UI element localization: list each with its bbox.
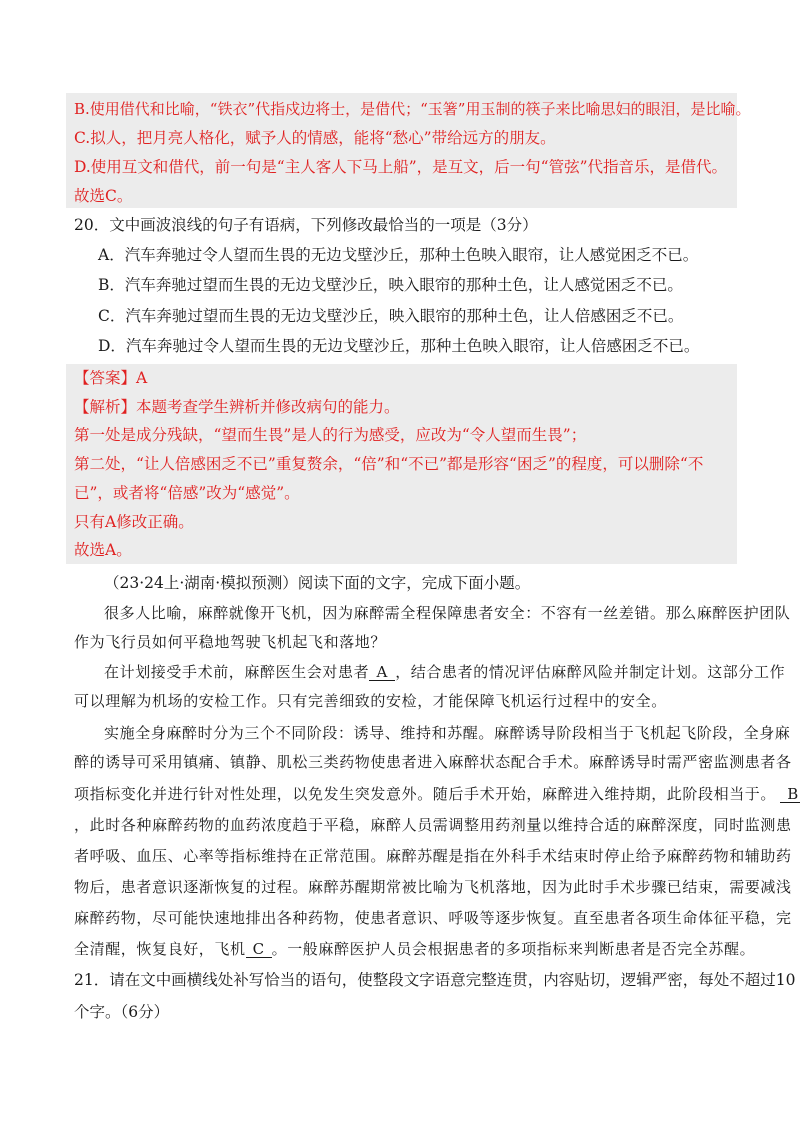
- blank-b: B: [780, 786, 800, 803]
- passage-p1-line2: 作为飞行员如何平稳地驾驶飞机起飞和落地？: [74, 633, 387, 651]
- analysis-option-c: C.拟人，把月亮人格化，赋予人的情感，能将“愁心”带给远方的朋友。: [74, 129, 556, 147]
- passage-source: （23·24上·湖南·模拟预测）阅读下面的文字，完成下面小题。: [104, 574, 531, 592]
- passage-p1-line1: 很多人比喻，麻醉就像开飞机，因为麻醉需全程保障患者安全：不容有一丝差错。那么麻醉医护团队: [104, 604, 791, 622]
- analysis-conclusion: 故选C。: [74, 187, 133, 205]
- blank-c: C: [246, 941, 272, 958]
- passage-p3-line4: ，此时各种麻醉药物的血药浓度趋于平稳，麻醉人员需调整用药剂量以维持合适的麻醉深度，同时监测患: [74, 816, 792, 834]
- passage-p3-line5: 者呼吸、血压、心率等指标维持在正常范围。麻醉苏醒是指在外科手术结束时停止给予麻醉药物和辅助药: [74, 847, 792, 865]
- analysis-option-b: B.使用借代和比喻，“铁衣”代指戍边将士，是借代；“玉箸”用玉制的筷子来比喻思妇的眼泪，是比喻。: [74, 100, 751, 118]
- passage-p3-line6: 物后，患者意识逐渐恢复的过程。麻醉苏醒期常被比喻为飞机落地，因为此时手术步骤已结束，需要减浅: [74, 878, 792, 896]
- passage-p3-line1: 实施全身麻醉时分为三个不同阶段：诱导、维持和苏醒。麻醉诱导阶段相当于飞机起飞阶段，全身麻: [104, 724, 791, 742]
- passage-p3-line8-pre: 全清醒，恢复良好，飞机: [74, 940, 246, 958]
- passage-p3-line3: [74, 784, 800, 804]
- blank-a: A: [369, 664, 395, 681]
- question-20-option-a: A．汽车奔驰过令人望而生畏的无边戈壁沙丘，那种土色映入眼帘，让人感觉困乏不已。: [98, 246, 699, 264]
- analysis-heading: 【解析】本题考查学生辨析并修改病句的能力。: [74, 398, 400, 416]
- question-20-option-b: B．汽车奔驰过望而生畏的无边戈壁沙丘，映入眼帘的那种土色，让人感觉困乏不已。: [98, 276, 683, 294]
- analysis-point-2: 第二处，“让人倍感困乏不已”重复赘余，“倍”和“不已”都是形容“困乏”的程度，可以删除“不: [74, 455, 704, 473]
- passage-p2-post: ，结合患者的情况评估麻醉风险并制定计划。这部分工作: [395, 663, 786, 681]
- passage-p3-line3-text: 项指标变化并进行针对性处理，以免发生突发意外。随后手术开始，麻醉进入维持期，此阶段相当于。: [74, 785, 777, 803]
- passage-p3-line8: [74, 939, 755, 959]
- passage-p2-pre: 在计划接受手术前，麻醉医生会对患者: [104, 663, 370, 681]
- analysis-point-3: 只有A修改正确。: [74, 513, 194, 531]
- answer-label: 【答案】A: [74, 369, 148, 387]
- passage-p3-line8-post: 。一般麻醉医护人员会根据患者的多项指标来判断患者是否完全苏醒。: [271, 940, 756, 958]
- analysis-point-1: 第一处是成分残缺，“望而生畏”是人的行为感受，应改为“令人望而生畏”；: [74, 426, 587, 444]
- analysis-point-2-cont: 已”，或者将“倍感”改为“感觉”。: [74, 484, 300, 502]
- passage-p3-line7: 麻醉药物，尽可能快速地排出各种药物，使患者意识、呼吸等逐步恢复。直至患者各项生命体征平稳，完: [74, 909, 792, 927]
- question-20-option-d: D．汽车奔驰过令人望而生畏的无边戈壁沙丘，那种土色映入眼帘，让人倍感困乏不已。: [98, 337, 700, 355]
- analysis-conclusion-20: 故选A。: [74, 541, 132, 559]
- passage-p3-line2: 醉的诱导可采用镇痛、镇静、肌松三类药物使患者进入麻醉状态配合手术。麻醉诱导时需严密监测患者各: [74, 753, 792, 771]
- passage-p2-line1: [104, 662, 785, 682]
- question-21-stem: 21．请在文中画横线处补写恰当的语句，使整段文字语意完整连贯，内容贴切，逻辑严密，每处不超过10: [74, 971, 796, 989]
- passage-p2-line2: 可以理解为机场的安检工作。只有完善细致的安检，才能保障飞机运行过程中的安全。: [74, 692, 667, 710]
- question-21-stem-cont: 个字。（6分）: [74, 1003, 170, 1021]
- analysis-option-d: D.使用互文和借代，前一句是“主人客人下马上船”，是互文，后一句“管弦”代指音乐，是借代。: [74, 158, 728, 176]
- question-20-stem: 20．文中画波浪线的句子有语病，下列修改最恰当的一项是（3分）: [74, 216, 538, 234]
- question-20-option-c: C．汽车奔驰过望而生畏的无边戈壁沙丘，映入眼帘的那种土色，让人倍感困乏不已。: [98, 307, 684, 325]
